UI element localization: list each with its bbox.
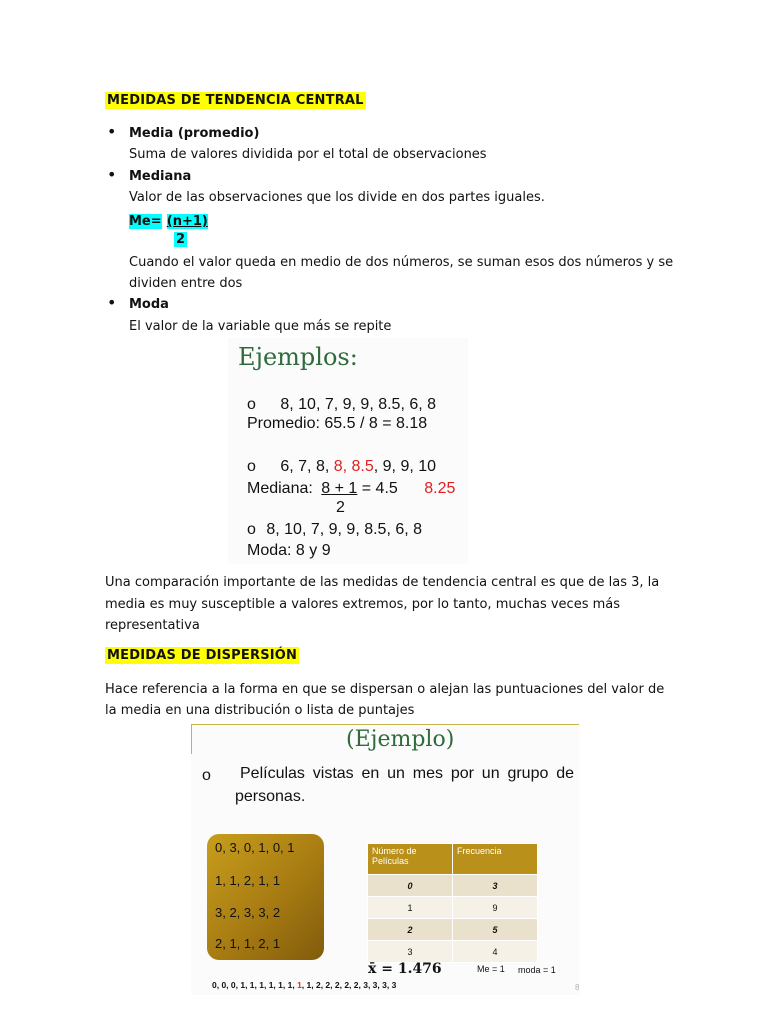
raw-data-row: 3, 2, 3, 3, 2 (215, 905, 281, 920)
formula-numerator: (n+1) (166, 214, 208, 229)
media-title: Media (promedio) (129, 126, 260, 141)
table-row (368, 897, 538, 919)
example-2-result: = 4.5 (361, 480, 398, 497)
table-cell: 3 (453, 875, 538, 897)
media-description: Suma de valores dividida por el total de observaciones (129, 147, 487, 162)
table-header-row (368, 844, 538, 875)
ejemplo-title: (Ejemplo) (346, 727, 455, 752)
mean-value: x̄ = 1.476 (368, 961, 442, 977)
example-1-result: Promedio: 65.5 / 8 = 8.18 (247, 415, 428, 432)
mode-value: moda = 1 (518, 965, 556, 975)
page-mark: 8 (575, 983, 580, 992)
formula-prefix: Me= (129, 214, 162, 229)
table-cell: 4 (453, 941, 538, 963)
formula-denominator: 2 (176, 232, 186, 247)
raw-data-box (207, 834, 324, 960)
ejemplos-title: Ejemplos: (238, 343, 358, 371)
moda-description: El valor de la variable que más se repite (129, 319, 392, 334)
bullet: • (107, 165, 117, 184)
dispersion-description-2: la media en una distribución o lista de puntajes (105, 703, 415, 718)
example-1-values: 8, 10, 7, 9, 9, 8.5, 6, 8 (280, 396, 437, 413)
table-row (368, 919, 538, 941)
raw-data-row: 0, 3, 0, 1, 0, 1 (215, 840, 295, 855)
comparison-line-3: representativa (105, 618, 200, 633)
raw-data-row: 1, 1, 2, 1, 1 (215, 873, 281, 888)
example-2-values-a: 6, 7, 8, (280, 458, 334, 475)
mediana-title: Mediana (129, 169, 192, 184)
comparison-line-2: media es muy susceptible a valores extremos, por lo tanto, muchas veces más (105, 597, 621, 612)
median-formula (129, 210, 208, 229)
image-border-left (191, 724, 192, 754)
example-bullet: o (247, 396, 256, 413)
table-header-peliculas: Número de Películas (368, 844, 453, 875)
mediana-note-line-1: Cuando el valor queda en medio de dos números, se suman esos dos números y se (129, 255, 674, 270)
example-2-label: Mediana: (247, 480, 313, 497)
example-3-values: 8, 10, 7, 9, 9, 8.5, 6, 8 (266, 521, 423, 538)
sorted-data-a: 0, 0, 0, 1, 1, 1, 1, 1, 1, (212, 980, 298, 990)
table-cell: 5 (453, 919, 538, 941)
example-2-values-b: , 9, 9, 10 (373, 458, 437, 475)
bullet: • (107, 122, 117, 141)
comparison-line-1: Una comparación importante de las medidas de tendencia central es que de las 3, la (105, 575, 660, 590)
example-3-result: Moda: 8 y 9 (247, 542, 331, 559)
example-2-red-result: 8.25 (424, 480, 456, 497)
example-2-values-highlight: 8, 8.5 (333, 458, 374, 475)
example-bullet: o (247, 458, 256, 475)
bullet: • (107, 293, 117, 312)
ejemplo-text-line-1: Películas vistas en un mes por un grupo de (240, 765, 574, 782)
example-bullet: o (247, 521, 256, 538)
dispersion-description-1: Hace referencia a la forma en que se dispersan o alejan las puntuaciones del valor de (105, 682, 665, 697)
example-2-numerator: 8 + 1 (321, 480, 358, 497)
raw-data-row: 2, 1, 1, 2, 1 (215, 936, 281, 951)
sorted-data-sequence (212, 980, 396, 990)
mediana-note-line-2: dividen entre dos (129, 276, 243, 291)
sorted-data-median: 1 (297, 980, 302, 990)
section-heading-tendencia-central: MEDIDAS DE TENDENCIA CENTRAL (107, 93, 364, 108)
example-2-formula (247, 480, 455, 498)
example-2 (247, 458, 436, 476)
median-value: Me = 1 (477, 964, 505, 974)
ejemplo-text-line-2: personas. (235, 788, 306, 805)
table-cell: 9 (453, 897, 538, 919)
table-cell: 1 (368, 897, 453, 919)
table-cell: 0 (368, 875, 453, 897)
frequency-table (367, 843, 538, 963)
sorted-data-b: , 1, 2, 2, 2, 2, 2, 3, 3, 3, 3 (301, 980, 397, 990)
table-cell: 2 (368, 919, 453, 941)
section-heading-dispersion: MEDIDAS DE DISPERSIÓN (107, 648, 298, 663)
ejemplo-bullet: o (202, 767, 211, 784)
table-header-frecuencia: Frecuencia (453, 844, 538, 875)
mediana-description: Valor de las observaciones que los divide en dos partes iguales. (129, 190, 545, 205)
table-cell: 3 (368, 941, 453, 963)
table-row (368, 875, 538, 897)
table-row (368, 941, 538, 963)
example-1 (247, 396, 436, 414)
example-2-denominator: 2 (336, 499, 345, 516)
example-3 (247, 521, 422, 539)
moda-title: Moda (129, 297, 169, 312)
